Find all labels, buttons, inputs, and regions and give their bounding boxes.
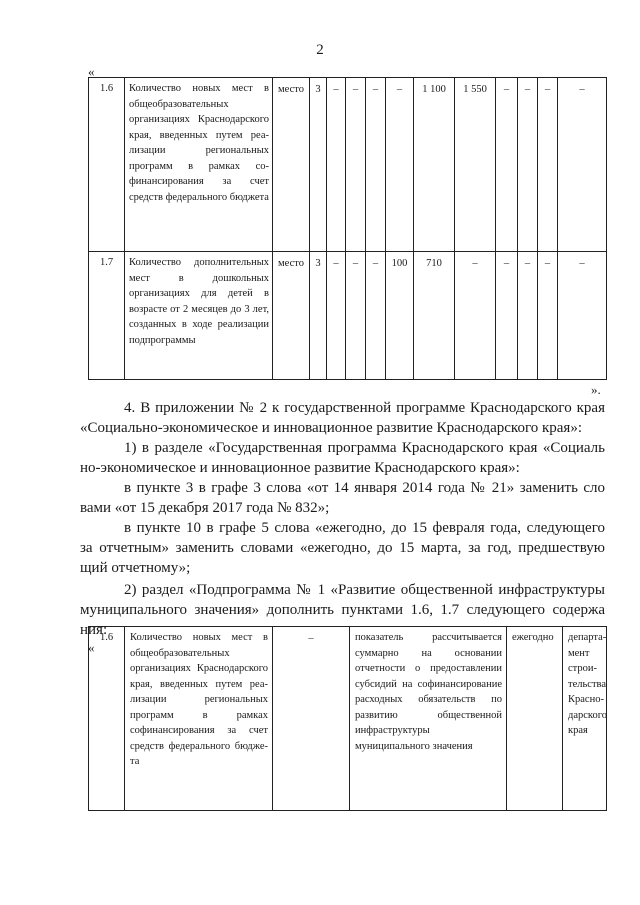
unit-cell: место [273, 78, 310, 252]
indicator-name: Количество новых мест в общеобразовательных организациях Краснодарского края, введенных путем реализации региональных программ в рамках софинансирования за счет средств федерального бюджета [125, 627, 273, 811]
opening-quote: « [88, 64, 95, 79]
paragraph-line: щий отчетному»; [80, 560, 191, 576]
dash-cell: – [273, 627, 350, 811]
value-cell: 3 [310, 252, 327, 380]
paragraph-line: муниципального значения» дополнить пунктами 1.6, 1.7 следующего содержа [80, 602, 605, 618]
value-cell: 710 [414, 252, 455, 380]
value-cell: – [366, 78, 386, 252]
value-cell: – [518, 252, 538, 380]
value-cell: 100 [386, 252, 414, 380]
table-row [89, 627, 607, 811]
value-cell: – [386, 78, 414, 252]
value-cell: – [346, 252, 366, 380]
value-cell: – [518, 78, 538, 252]
closing-quote: ». [591, 382, 601, 397]
row-number: 1.6 [89, 627, 125, 811]
value-cell: – [346, 78, 366, 252]
unit-cell: место [273, 252, 310, 380]
paragraph-line: ния: [80, 622, 108, 638]
indicators-table [88, 77, 607, 380]
value-cell: – [455, 252, 496, 380]
value-cell: – [538, 78, 558, 252]
paragraph-line: 2) раздел «Подпрограмма № 1 «Развитие общественной инфраструктуры [124, 582, 605, 598]
value-cell: – [327, 78, 346, 252]
opening-quote-2: « [88, 640, 95, 655]
paragraph-line: за отчетным» заменить словами «ежегодно, до 15 марта, за год, предшествую [80, 540, 605, 556]
value-cell: – [496, 78, 518, 252]
calculation-method: показатель рассчитывается суммарно на основании отчетности о предоставлении субсидий на софинансирование расходных обязательств по развитию общественной инфраструктуры муниципального значения [350, 627, 507, 811]
paragraph-line: вами «от 15 декабря 2017 года № 832»; [80, 500, 330, 516]
indicator-name: Количество дополнительных мест в дошкольных организациях для детей в возрасте от 2 месяцев до 3 лет, созданных в ходе реализации подпрограммы [125, 252, 273, 380]
value-cell: 3 [310, 78, 327, 252]
paragraph-line: в пункте 3 в графе 3 слова «от 14 января 2014 года № 21» заменить сло [124, 480, 605, 496]
page-number: 2 [316, 42, 324, 58]
value-cell: 1 550 [455, 78, 496, 252]
value-cell: 1 100 [414, 78, 455, 252]
table-row [89, 78, 607, 252]
paragraph-line: в пункте 10 в графе 5 слова «ежегодно, до 15 февраля года, следующего [124, 520, 605, 536]
value-cell: – [538, 252, 558, 380]
paragraph-line: 4. В приложении № 2 к государственной программе Краснодарского края [124, 400, 605, 416]
responsible-department: департамент строительства Краснодарского края [563, 627, 607, 811]
row-number: 1.7 [89, 252, 125, 380]
paragraph-line: «Социально-экономическое и инновационное развитие Краснодарского края»: [80, 420, 582, 436]
value-cell: – [558, 252, 607, 380]
paragraph-line: но-экономическое и инновационное развитие Краснодарского края»: [80, 460, 520, 476]
value-cell: – [496, 252, 518, 380]
indicator-name: Количество новых мест в общеобразовательных организациях Краснодарского края, введенных путем реализации региональных программ в рамках софинансирования за счет средств федерального бюджета [125, 78, 273, 252]
value-cell: – [558, 78, 607, 252]
value-cell: – [327, 252, 346, 380]
subprogram-table-body [88, 626, 607, 811]
table-row [89, 252, 607, 380]
value-cell: – [366, 252, 386, 380]
paragraph-line: 1) в разделе «Государственная программа Краснодарского края «Социаль [124, 440, 605, 456]
row-number: 1.6 [89, 78, 125, 252]
periodicity: ежегодно [507, 627, 563, 811]
